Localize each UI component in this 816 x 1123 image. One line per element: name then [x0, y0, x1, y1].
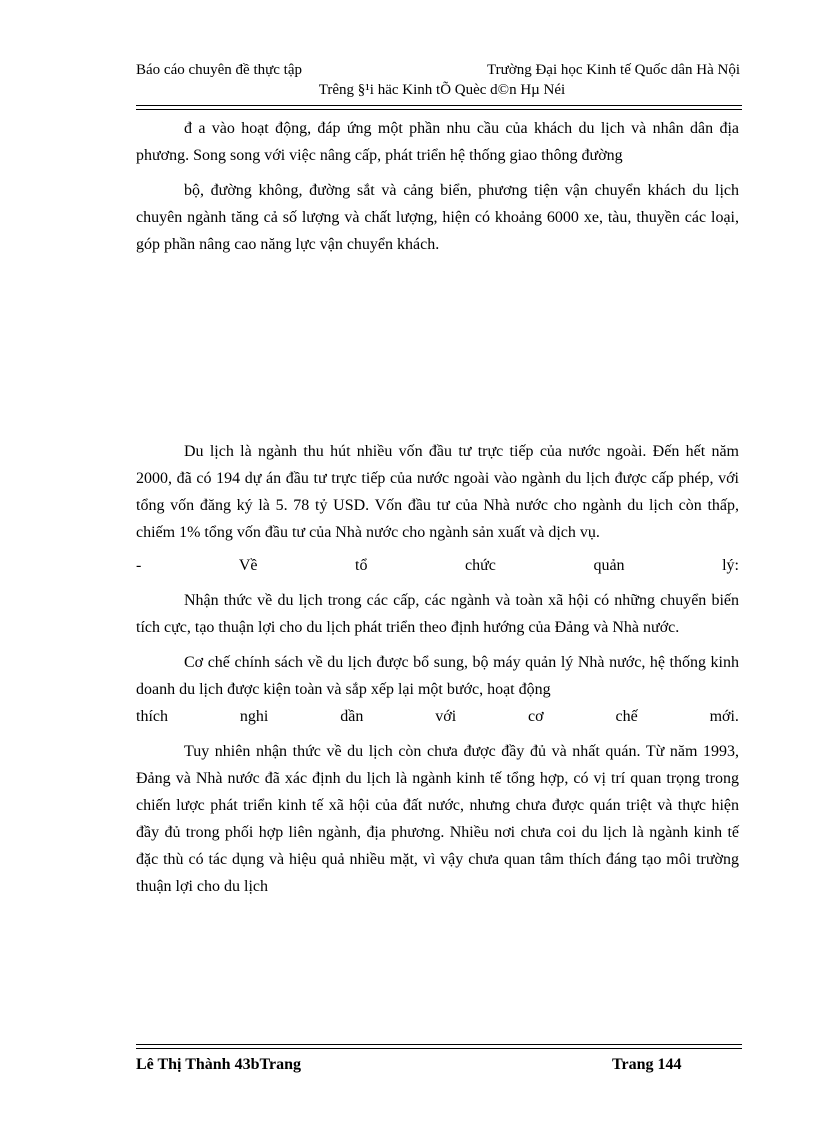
footer-rule	[136, 1044, 742, 1049]
heading-word: chức	[465, 557, 496, 574]
heading-word: quản	[593, 557, 625, 574]
paragraph: Nhận thức về du lịch trong các cấp, các ngành và toàn xã hội có những chuyển biến tích cực, tạo thuận lợi cho du lịch phát triển theo định hướng của Đảng và Nhà nước.	[136, 592, 739, 636]
body-block-top	[136, 115, 739, 258]
paragraph-last-line	[136, 703, 739, 730]
body-block-main	[136, 438, 739, 900]
word: cơ	[528, 708, 544, 725]
word: chế	[615, 708, 638, 725]
footer-page-number: Trang 144	[612, 1056, 682, 1073]
word: mới.	[709, 708, 739, 725]
paragraph: đ a vào hoạt động, đáp ứng một phần nhu cầu của khách du lịch và nhân dân địa phương. Song song với việc nâng cấp, phát triển hệ thống giao thông đường	[136, 120, 739, 164]
section-heading	[136, 552, 739, 579]
header-rule	[136, 105, 742, 110]
paragraph: Cơ chế chính sách về du lịch được bổ sung, bộ máy quản lý Nhà nước, hệ thống kinh doanh du lịch được kiện toàn và sắp xếp lại một bước, hoạt động	[136, 654, 739, 698]
page-header	[136, 60, 740, 100]
heading-word: tổ	[355, 557, 368, 574]
word: nghi	[239, 708, 269, 725]
paragraph: Du lịch là ngành thu hút nhiều vốn đầu tư trực tiếp của nước ngoài. Đến hết năm 2000, đã có 194 dự án đầu tư trực tiếp của nước ngoài vào ngành du lịch được cấp phép, với tổng vốn đăng ký là 5. 78 tỷ USD. Vốn đầu tư của Nhà nước cho ngành du lịch còn thấp, chiếm 1% tổng vốn đầu tư của Nhà nước cho ngành sản xuất và dịch vụ.	[136, 443, 739, 541]
word: với	[435, 708, 457, 725]
heading-word: -	[136, 557, 142, 574]
paragraph: Tuy nhiên nhận thức về du lịch còn chưa được đầy đủ và nhất quán. Từ năm 1993, Đảng và Nhà nước đã xác định du lịch là ngành kinh tế tổng hợp, có vị trí quan trọng trong chiến lược phát triển kinh tế xã hội của đất nước, nhưng chưa được quán triệt và thực hiện đầy đủ trong phối hợp liên ngành, địa phương. Nhiều nơi chưa coi du lịch là ngành kinh tế đặc thù có tác dụng và hiệu quả nhiều mặt, vì vậy chưa quan tâm thích đáng tạo môi trường thuận lợi cho du lịch	[136, 743, 739, 895]
heading-word: lý:	[722, 557, 739, 574]
header-garbled-line: Trêng §¹i häc Kinh tÕ Quèc d©n Hµ Néi	[318, 82, 566, 98]
header-university: Trường Đại học Kinh tế Quốc dân Hà Nội	[487, 62, 740, 78]
page-footer	[136, 1054, 740, 1076]
heading-word: Về	[238, 557, 258, 574]
word: thích	[136, 708, 168, 725]
footer-author: Lê Thị Thành 43bTrang	[136, 1056, 301, 1073]
paragraph: bộ, đường không, đường sắt và cảng biển, phương tiện vận chuyển khách du lịch chuyên ngành tăng cả số lượng và chất lượng, hiện có khoảng 6000 xe, tàu, thuyền các loại, góp phần nâng cao năng lực vận chuyển khách.	[136, 182, 739, 253]
header-row	[136, 60, 740, 80]
word: dần	[340, 708, 364, 725]
header-report-title: Báo cáo chuyên đề thực tập	[136, 62, 302, 78]
